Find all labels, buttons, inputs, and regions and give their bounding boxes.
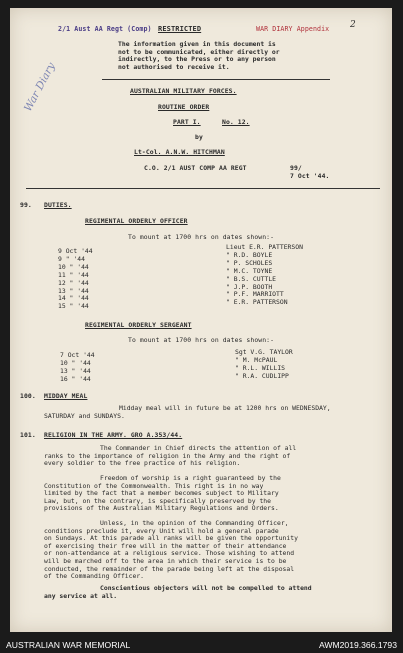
section-99-title: DUTIES. xyxy=(44,201,72,209)
officer-names: Lieut E.R. PATTERSON " R.D. BOYLE " P. SCHOLES " M.C. TOYNE " B.S. CUTTLE " J.P. BOOTH " P.F. MARRIOTT " E.R. PATTERSON xyxy=(226,243,303,307)
orderly-sergeant-intro: To mount at 1700 hrs on dates shown:- xyxy=(128,336,275,344)
restricted-label: RESTRICTED xyxy=(158,25,202,33)
unit-stamp: 2/1 Aust AA Regt (Comp) xyxy=(58,25,152,33)
footer-bar xyxy=(0,636,403,653)
divider xyxy=(26,188,380,189)
section-101-para-4: Conscientious objectors will not be compelled to attend any service at all. xyxy=(44,584,312,600)
sergeant-dates: 7 Oct '44 10 " '44 13 " '44 16 " '44 xyxy=(60,351,95,383)
date-ref: 99/ xyxy=(290,164,302,172)
date-line: 7 Oct '44. xyxy=(290,172,330,180)
order-number: No. 12. xyxy=(222,118,250,126)
document-page xyxy=(10,8,392,632)
officer-name: Lt-Col. A.N.W. HITCHMAN xyxy=(134,148,225,156)
appendix-number: 2 xyxy=(350,20,356,30)
routine-order-title: ROUTINE ORDER xyxy=(158,103,210,111)
divider xyxy=(102,79,330,80)
section-100-title: MIDDAY MEAL xyxy=(44,392,88,400)
part-label: PART I. xyxy=(173,118,201,126)
section-101-title: RELIGION IN THE ARMY. GRO A.353/44. xyxy=(44,431,183,439)
section-100-text-2: SATURDAY and SUNDAYS. xyxy=(44,412,125,420)
section-101-para-1: The Commander in Chief directs the attention of all ranks to the importance of religion in the Army and the right of every soldier to the free practice of his religion. xyxy=(44,444,297,468)
sergeant-names: Sgt V.G. TAYLOR " M. McPAUL " R.L. WILLIS " R.A. CUDLIPP xyxy=(235,348,293,380)
section-101-para-2: Freedom of worship is a right guaranteed by the Constitution of the Commonwealth. This right is in no way limited by the fact that a member becomes subject to Military Law, but, on the contrary, is specifically preserved by the provisions of the Australian Military Regulations and Orders. xyxy=(44,474,281,513)
orderly-sergeant-heading: REGIMENTAL ORDERLY SERGEANT xyxy=(85,321,192,329)
section-99-number: 99. xyxy=(20,201,32,209)
section-101-para-3: Unless, in the opinion of the Commanding Officer, conditions preclude it, every Unit will hold a general parade on Sundays. At this parade all ranks will be given the opportunity of exercising their free will in the matter of their attendance or non-attendance at a religious service. Those wishing to attend will be marched off to the area in which their service is to be conducted, the remainder of the parade being left at the disposal of the Commanding Officer. xyxy=(44,519,298,581)
footer-credit: AUSTRALIAN WAR MEMORIAL xyxy=(6,640,131,650)
co-line: C.O. 2/1 AUST COMP AA REGT xyxy=(144,164,247,172)
orderly-officer-heading: REGIMENTAL ORDERLY OFFICER xyxy=(85,217,188,225)
orderly-officer-intro: To mount at 1700 hrs on dates shown:- xyxy=(128,233,275,241)
section-100-number: 100. xyxy=(20,392,36,400)
officer-dates: 9 Oct '44 9 " '44 10 " '44 11 " '44 12 " '44 13 " '44 14 " '44 15 " '44 xyxy=(58,247,93,311)
restriction-notice: The information given in this document is not to be communicated, either directly or indirectly, to the Press or to any person not authorised to receive it. xyxy=(118,40,280,71)
forces-title: AUSTRALIAN MILITARY FORCES. xyxy=(130,87,237,95)
footer-accession: AWM2019.366.1793 xyxy=(318,640,397,650)
by-label: by xyxy=(195,133,203,141)
section-100-text-1: Midday meal will in future be at 1200 hrs on WEDNESDAY, xyxy=(119,404,331,412)
handwritten-note: War Diary xyxy=(22,60,58,114)
section-101-number: 101. xyxy=(20,431,36,439)
war-diary-stamp: WAR DIARY Appendix xyxy=(256,25,330,33)
